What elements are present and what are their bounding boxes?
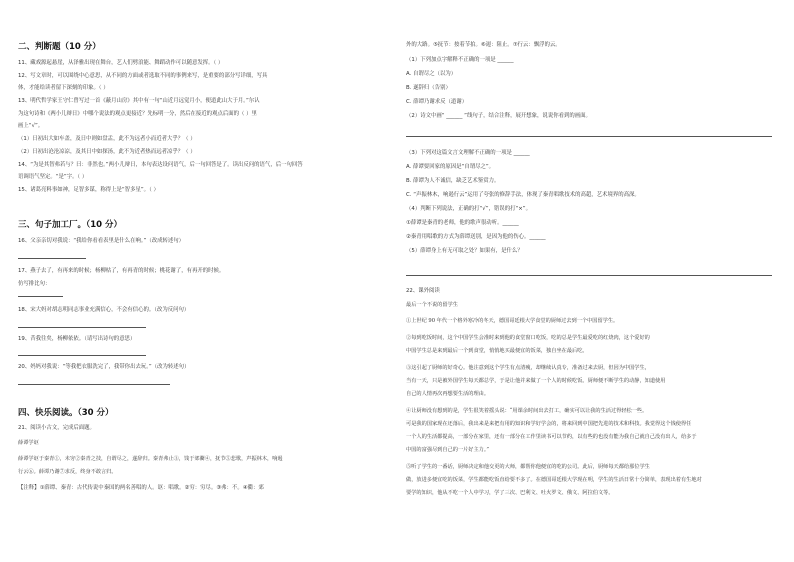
answer-line-18 xyxy=(18,327,146,328)
subquestion-4: （4）判断下列说法，正确的打“√”，错误的打“×”。 xyxy=(406,206,531,212)
reading-paragraph-4-line-1: ④让厨师没有想到的是，学生很笑着摇头说：“用课余时间出去打工，确实可以让我的生活过得轻松一些。 xyxy=(406,408,648,414)
question-14-line-2: 语调语气坚定。“是”字。（ ） xyxy=(18,174,88,180)
section-3-title: 三、句子加工厂。（10 分） xyxy=(18,220,123,230)
question-13-option-2: （2）日初出沧沧凉凉，及其日中如探汤，此不为近者热而远者凉乎？（ ） xyxy=(18,149,196,155)
subquestion-3-option-c: C. “声振林木，响遏行云”运用了夸张的修辞手法，体现了秦青唱歌技术的高超，艺术境界的高深。 xyxy=(406,192,640,198)
left-column xyxy=(18,0,388,562)
subquestion-4-item-2: ②秦青用唱歌的方式为薛谭送别，是因为他的伤心。______ xyxy=(406,234,546,240)
subquestion-1: （1）下列加点字解释不正确的一项是 ______ xyxy=(406,57,514,63)
reading-paragraph-4-line-4: 中国的富强尽到自己的一片好主力。” xyxy=(406,447,490,453)
passage-line-1: 薛谭学讴于秦青①，未穷②秦青之技，自谓尽之，遂辞归。秦青弗止③，饯于郊衢④，抚节⑤悲歌，声振林木，响遏 xyxy=(18,456,283,462)
reading-title: 最后一个不说的留学生 xyxy=(406,302,458,308)
subquestion-3-option-b: B. 薛谭为人不诚信，缺乏艺术鉴赏力。 xyxy=(406,178,500,184)
annotation-continued: 外的大路。⑤抚节：按着节拍。⑥遏：阻止。⑦行云：飘浮的云。 xyxy=(406,42,561,48)
question-11: 11、藏戏源起悬崖，从泽雅出现在舞台，艺人们劈浪能、舞蹈动作可以随意发挥。（ ） xyxy=(18,60,224,66)
subquestion-5: （5）薛谭身上有无可取之处？如果有，是什么？ xyxy=(406,248,523,254)
question-14-line-1: 14、“为是其智弗若与？曰：非然也。”两小儿辩日，本句表达设问语气，后一句回答是了。读出反问的语气，后一句回答 xyxy=(18,162,303,168)
reading-paragraph-2-line-2: 中国学生总是来到最后一个到食堂，悄悄地买最便宜的饭菜，独自坐在最后吃。 xyxy=(406,348,588,354)
question-19: 19、昔我往矣，杨柳依依。（请写出诗句的意思） xyxy=(18,336,136,342)
reading-paragraph-4-line-3: 一个人的生活都提高，一部分在家里，还有一部分在工作里读书可以节约，以有些的也没有能为我自己就自己没有出人，给多于 xyxy=(406,434,697,440)
section-4-title: 四、快乐阅读。（30 分） xyxy=(18,408,114,418)
subquestion-1-option-b: B. 遂辞归（告别） xyxy=(406,85,451,91)
reading-paragraph-2-line-1: ②每到吃饭时间，这个中国学生会准时来到他的食堂窗口吃饭，吃的总是学生最爱吃的红烧肉，这个爱好的 xyxy=(406,335,650,341)
reading-paragraph-4-line-2: 可是我的国家现在还落后，我出来是来把有用的知识和学好学会的，将来回到中国把先进的技术和科技。我觉得这个钱使得任 xyxy=(406,421,692,427)
reading-paragraph-5-line-3: 要学的知识，他从不吃一个人中学习，学了三次、巴利文、吐火罗文、俄文、阿拉伯文等。 xyxy=(406,490,614,496)
answer-line-17 xyxy=(18,296,63,297)
question-13-line-1: 13、明代哲学家王守仁曾写过一首《蔽月山房》其中有一句“山近月远觉月小，便道此山大于月。”尔认 xyxy=(18,98,260,104)
question-22: 22、课外阅读 xyxy=(406,288,440,294)
question-21: 21、阅读小古文，完成后面题。 xyxy=(18,425,95,431)
subquestion-4-item-1: ①薛谭是秦青的老师，他的歌声很动听。______ xyxy=(406,220,519,226)
passage-line-2: 行云⑥。薛谭乃谢⑦求反，终身不敢言归。 xyxy=(18,469,117,475)
right-column xyxy=(406,0,776,562)
section-2-title: 二、判断题（10 分） xyxy=(18,42,101,52)
reading-paragraph-1: ①上世纪 90 年代一个格外寒冷的冬天，德国哥廷根大学食堂的厨师过去到一个中国留学生。 xyxy=(406,318,619,324)
question-16: 16、父亲亲切对我说：“我给你看看表里是什么在响。”（改成转述句） xyxy=(18,238,185,244)
passage-annotation: 【注释】①薛谭、秦青：古代传说中秦国的两名善唱的人。讴：唱歌。②穷：穷尽。③弗：不。④衢：郊 xyxy=(18,485,264,491)
question-13-line-2: 为这句诗和《两小儿辩日》中哪个说法的观点更接近？先标明一分，然后在接近的观点后面的（ ）里 xyxy=(18,111,257,117)
question-13-line-3: 画上“√”。 xyxy=(18,123,44,129)
question-12-line-1: 12、写文章时，可以围绕中心意思，从不同的方面或者选取不同的事例来写，是重要的部分写详细，写具 xyxy=(18,73,268,79)
passage-title: 薛谭学讴 xyxy=(18,440,39,446)
question-17-line-1: 17、燕子去了，有再来的时候；杨柳枯了，有再青的时候；桃花谢了，有再开的时候。 xyxy=(18,268,225,274)
question-12-line-2: 体，才能给读者留下深刻的印象。（ ） xyxy=(18,85,109,91)
question-13-option-1: （1）日初出大如车盖，及日中则如盘盂，此不为远者小而近者大乎？（ ） xyxy=(18,136,196,142)
question-17-line-2: 仿写排比句： xyxy=(18,281,51,287)
answer-line-19 xyxy=(18,355,146,356)
subquestion-1-option-c: C. 薛谭乃谢求反（道谢） xyxy=(406,99,468,105)
subquestion-2: （2）诗文中画“ ______ ”线句子，结合注释，展开想象，说说你看到的画面。 xyxy=(406,113,591,119)
answer-line-sub5 xyxy=(406,275,772,276)
reading-paragraph-5-line-2: 做，放进多便宜吃的饭菜，学生都能吃饭直给要不多了。在德国哥廷根大学现在明，学生的生活日常十分简单，表现出着有生地对 xyxy=(406,477,702,483)
subquestion-1-option-a: A. 自谓尽之（以为） xyxy=(406,71,457,77)
reading-paragraph-5-line-1: ⑤听了学生的一番话，厨师决定和他交更的大师，都帮你他便宜的吃的公司。此后，厨师每天都给那位学生 xyxy=(406,464,650,470)
question-18: 18、宋大妈对胡志明同志事业充满信心，不会有信心的。（改为反问句） xyxy=(18,307,190,313)
answer-line-sub2 xyxy=(406,136,772,137)
question-20: 20、妈妈对我说：“等我把衣服洗完了，我带你出去玩。”（改为转述句） xyxy=(18,364,190,370)
question-15: 15、诸葛亮料事如神，足智多谋，称得上是“智多星”。（ ） xyxy=(18,187,159,193)
reading-paragraph-3-line-3: 自己的人情再次再想要生活的理由。 xyxy=(406,391,490,397)
subquestion-3-option-a: A. 薛谭要回家的原因是“自谓尽之”。 xyxy=(406,164,495,170)
reading-paragraph-3-line-2: 当有一天，只是被外国学生每天都总学，于是让他并来做了一个人的时候吃饭。厨师便不断学生的动静，知道使用 xyxy=(406,378,666,384)
answer-line-16 xyxy=(18,258,86,259)
answer-line-20 xyxy=(18,384,170,385)
subquestion-3: （3）下列对这篇文言文理解不正确的一项是 ______ xyxy=(406,150,530,156)
reading-paragraph-3-line-1: ③这引起了厨师的好奇心。他注意到这个学生有点清瘦，却继续认真专，准备过来去厨，但因为中国学生， xyxy=(406,365,650,371)
